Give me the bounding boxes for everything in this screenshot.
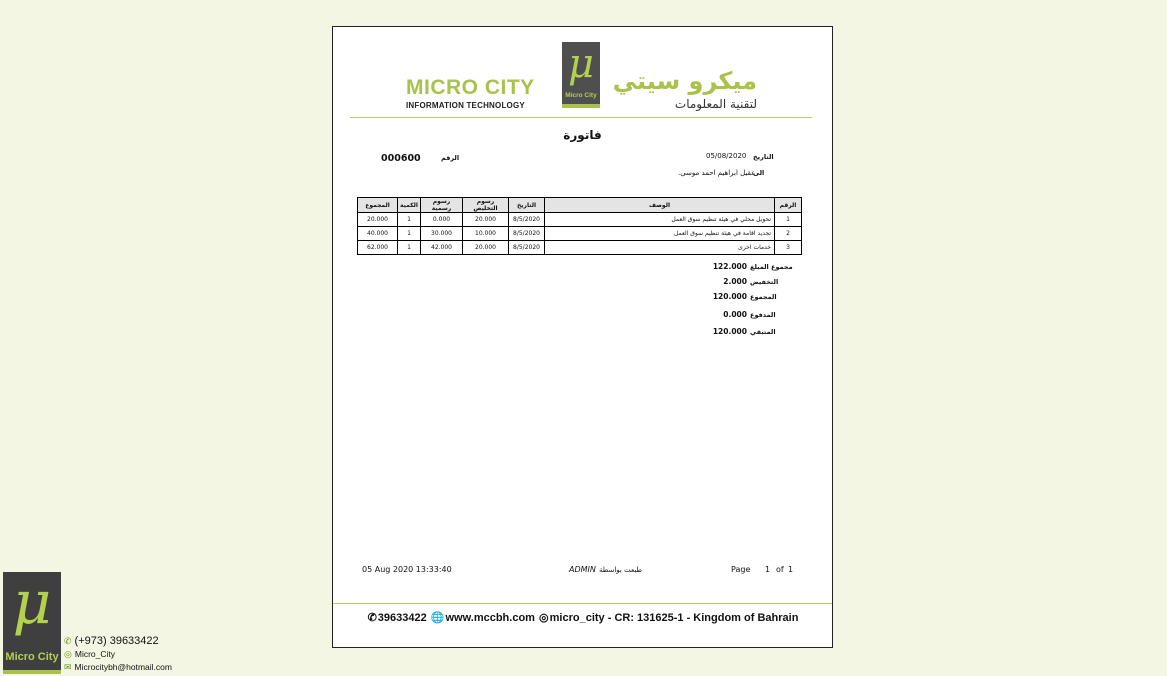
cell-date: 8/5/2020	[509, 227, 545, 241]
summary-total-label: المجموع	[750, 293, 777, 301]
side-phone: (+973) 39633422	[74, 635, 159, 647]
cell-no: 1	[775, 213, 802, 227]
printed-by-label: طبعت بواسطة	[599, 566, 643, 574]
summary-subtotal-label: مجموع المبلغ	[750, 263, 793, 271]
footer-instagram: micro_city	[549, 612, 605, 624]
invoice-date: 05/08/2020	[706, 152, 747, 160]
table-row	[358, 241, 802, 255]
summary-remaining-label: المتبقي	[750, 328, 776, 336]
summary-discount-label: التخفيض	[750, 278, 779, 286]
invoice-number: 000600	[381, 153, 421, 164]
number-label: الرقم	[441, 154, 460, 162]
instagram-icon: ◎	[64, 649, 72, 659]
cell-description: تحويل محلي في هيئة تنظيم سوق العمل	[545, 213, 775, 227]
cell-qty: 1	[398, 213, 421, 227]
brand-english	[406, 77, 536, 110]
page-current: 1	[765, 565, 771, 574]
cell-qty: 1	[398, 227, 421, 241]
summary-remaining-value: 120.000	[712, 327, 747, 336]
footer-cr: - CR: 131625-1 - Kingdom of Bahrain	[607, 612, 799, 624]
to-label: الى	[753, 169, 765, 177]
summary-paid-label: المدفوع	[750, 311, 776, 319]
side-contacts	[64, 635, 172, 674]
cell-official: 42.000	[421, 241, 463, 255]
customer-name: عقيل ابراهيم احمد موسى.	[678, 169, 756, 177]
cell-clearance: 20.000	[463, 241, 509, 255]
page-of-label: of	[776, 565, 784, 574]
date-label: التاريخ	[753, 153, 774, 161]
footer-phone: 39633422	[377, 612, 427, 624]
col-date: التاريخ	[509, 198, 545, 213]
page-label: Page	[731, 565, 751, 574]
cell-total: 40.000	[358, 227, 398, 241]
footer-divider	[333, 603, 832, 604]
table-row	[358, 213, 802, 227]
cell-total: 62.000	[358, 241, 398, 255]
col-total: المجموع	[358, 198, 398, 213]
print-timestamp: 05 Aug 2020 13:33:40	[362, 565, 452, 574]
table-row	[358, 227, 802, 241]
brand-tagline-en: INFORMATION TECHNOLOGY	[406, 101, 525, 110]
logo-text: Micro City	[565, 92, 597, 99]
header-divider	[350, 117, 812, 118]
cell-date: 8/5/2020	[509, 241, 545, 255]
mu-logo-icon: μ	[568, 41, 594, 87]
brand-name-ar: ميكرو سيتي	[612, 67, 757, 95]
footer-website: www.mccbh.com	[445, 612, 535, 624]
col-clearance: رسوم التخليص	[463, 198, 509, 213]
col-no: الرقم	[775, 198, 802, 213]
invoice-page	[332, 26, 833, 648]
table-header-row	[358, 198, 802, 213]
side-logo	[3, 568, 61, 674]
summary-total-value: 120.000	[712, 292, 747, 301]
items-table	[357, 197, 802, 255]
brand-tagline-ar: لتقنية المعلومات	[674, 97, 757, 111]
summary-subtotal-value: 122.000	[712, 262, 747, 271]
cell-description: تجديد اقامة في هيئة تنظيم سوق العمل	[545, 227, 775, 241]
printed-by-user: ADMIN	[569, 565, 596, 574]
phone-icon: ✆	[64, 636, 72, 646]
page-total: 1	[788, 565, 794, 574]
cell-official: 0.000	[421, 213, 463, 227]
col-qty: الكمية	[398, 198, 421, 213]
email-icon: ✉	[64, 662, 72, 672]
cell-clearance: 20.000	[463, 213, 509, 227]
cell-clearance: 10.000	[463, 227, 509, 241]
summary-paid-value: 0.000	[723, 310, 747, 319]
footer-contact	[333, 611, 832, 624]
company-logo	[562, 42, 600, 108]
brand-name-en: MICRO CITY	[406, 76, 535, 99]
phone-icon: ✆	[367, 612, 377, 624]
col-description: الوصف	[545, 198, 775, 213]
cell-qty: 1	[398, 241, 421, 255]
side-email: Microcitybh@hotmail.com	[74, 662, 172, 672]
cell-no: 3	[775, 241, 802, 255]
cell-total: 20.000	[358, 213, 398, 227]
cell-description: خدمات اخرى	[545, 241, 775, 255]
summary-discount-value: 2.000	[723, 277, 747, 286]
side-logo-text: Micro City	[5, 651, 59, 663]
cell-no: 2	[775, 227, 802, 241]
col-official: رسوم رسمية	[421, 198, 463, 213]
cell-date: 8/5/2020	[509, 213, 545, 227]
invoice-title: فاتورة	[563, 128, 602, 142]
brand-arabic	[613, 67, 757, 111]
mu-logo-icon: μ	[12, 568, 52, 638]
cell-official: 30.000	[421, 227, 463, 241]
side-instagram: Micro_City	[74, 649, 116, 659]
instagram-icon: ◎	[539, 612, 549, 624]
globe-icon: 🌐	[430, 612, 445, 624]
